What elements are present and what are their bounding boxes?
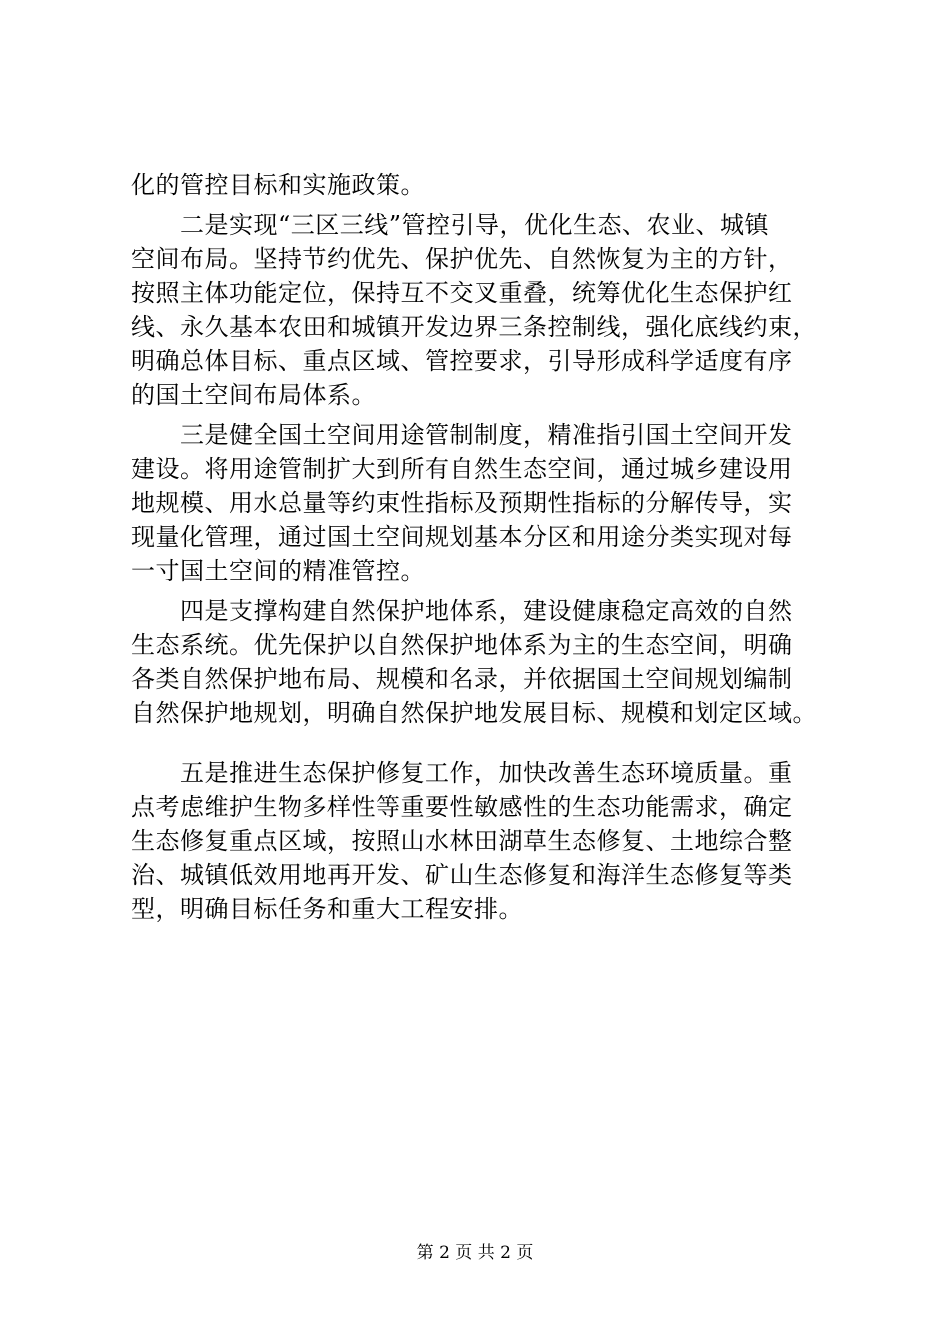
text-line: 地规模、用水总量等约束性指标及预期性指标的分解传导，实 [131,489,793,517]
text-line: 一寸国土空间的精准管控。 [131,557,425,585]
text-line: 自然保护地规划，明确自然保护地发展目标、规模和划定区域。 [131,699,817,727]
text-line: 生态修复重点区域，按照山水林田湖草生态修复、土地综合整 [131,827,793,855]
page-number-footer: 第 2 页 共 2 页 [416,1243,534,1263]
text-line: 化的管控目标和实施政策。 [131,171,425,199]
text-line: 明确总体目标、重点区域、管控要求，引导形成科学适度有序 [131,347,793,375]
text-line: 按照主体功能定位，保持互不交叉重叠，统筹优化生态保护红 [131,279,793,307]
text-line: 建设。将用途管制扩大到所有自然生态空间，通过城乡建设用 [131,455,793,483]
text-line: 线、永久基本农田和城镇开发边界三条控制线，强化底线约束， [131,313,817,341]
text-line: 生态系统。优先保护以自然保护地体系为主的生态空间，明确 [131,631,793,659]
text-line: 各类自然保护地布局、规模和名录，并依据国土空间规划编制 [131,665,793,693]
text-line: 空间布局。坚持节约优先、保护优先、自然恢复为主的方针， [131,245,793,273]
text-line: 现量化管理，通过国土空间规划基本分区和用途分类实现对每 [131,523,793,551]
text-line: 五是推进生态保护修复工作，加快改善生态环境质量。重 [131,759,793,787]
text-line: 三是健全国土空间用途管制制度，精准指引国土空间开发 [131,421,793,449]
text-line: 点考虑维护生物多样性等重要性敏感性的生态功能需求，确定 [131,793,793,821]
text-line: 治、城镇低效用地再开发、矿山生态修复和海洋生态修复等类 [131,861,793,889]
text-line: 四是支撑构建自然保护地体系，建设健康稳定高效的自然 [131,597,793,625]
text-line: 二是实现“三区三线”管控引导，优化生态、农业、城镇 [131,211,770,239]
text-line: 型，明确目标任务和重大工程安排。 [131,895,523,923]
text-line: 的国土空间布局体系。 [131,381,376,409]
